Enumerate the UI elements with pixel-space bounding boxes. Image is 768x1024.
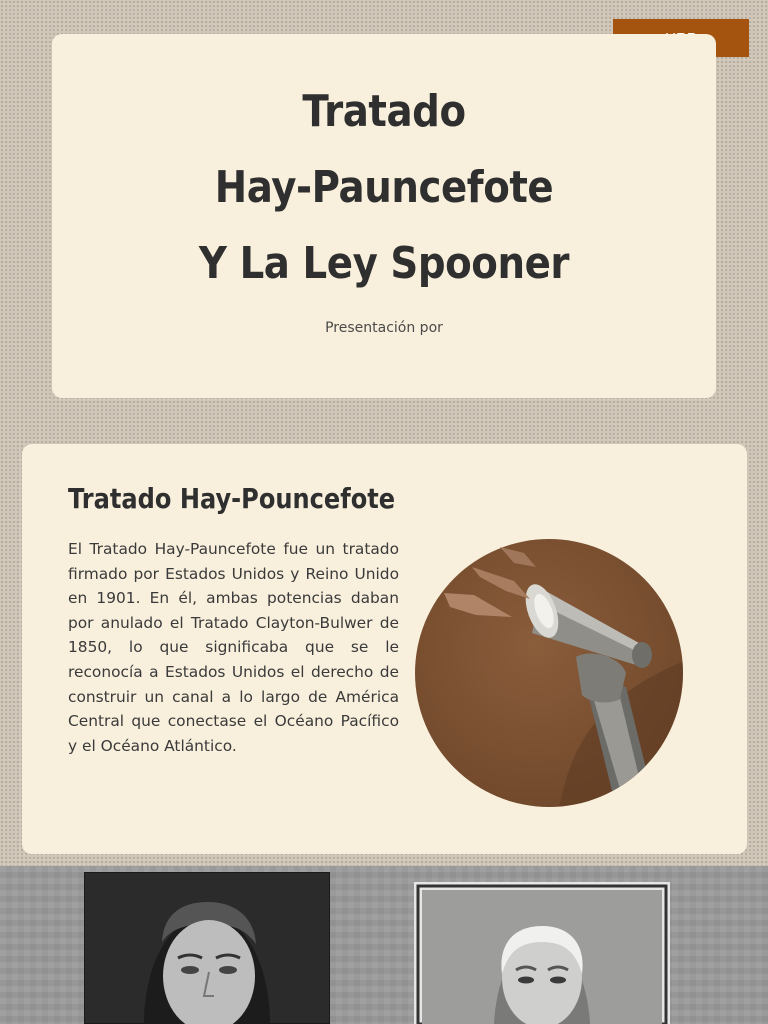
- portrait-photo-icon: [84, 872, 330, 1024]
- portrait-photo-icon: [414, 882, 670, 1024]
- title-line-3: Y La Ley Spooner: [198, 238, 570, 289]
- subtitle: Presentación por: [325, 320, 443, 336]
- title-line-1: Tratado: [302, 86, 466, 137]
- section-heading: Tratado Hay-Pouncefote: [68, 482, 396, 515]
- photo-strip: [0, 866, 768, 1024]
- title-line-2: Hay-Pauncefote: [214, 162, 554, 213]
- section-paragraph: El Tratado Hay-Pauncefote fue un tratado firmado por Estados Unidos y Reino Unido en 1901. En él, ambas potencias daban por anulado el Tratado Clayton-Bulwer de 1850, lo que significaba que se le reconocía a Estados Unidos el derecho de construir un canal a lo largo de América Central que conectase el Océano Pacífico y el Océano Atlántico.: [68, 540, 399, 755]
- info-card: [22, 444, 747, 854]
- megaphone-icon: [414, 537, 684, 809]
- title-card: [52, 34, 716, 398]
